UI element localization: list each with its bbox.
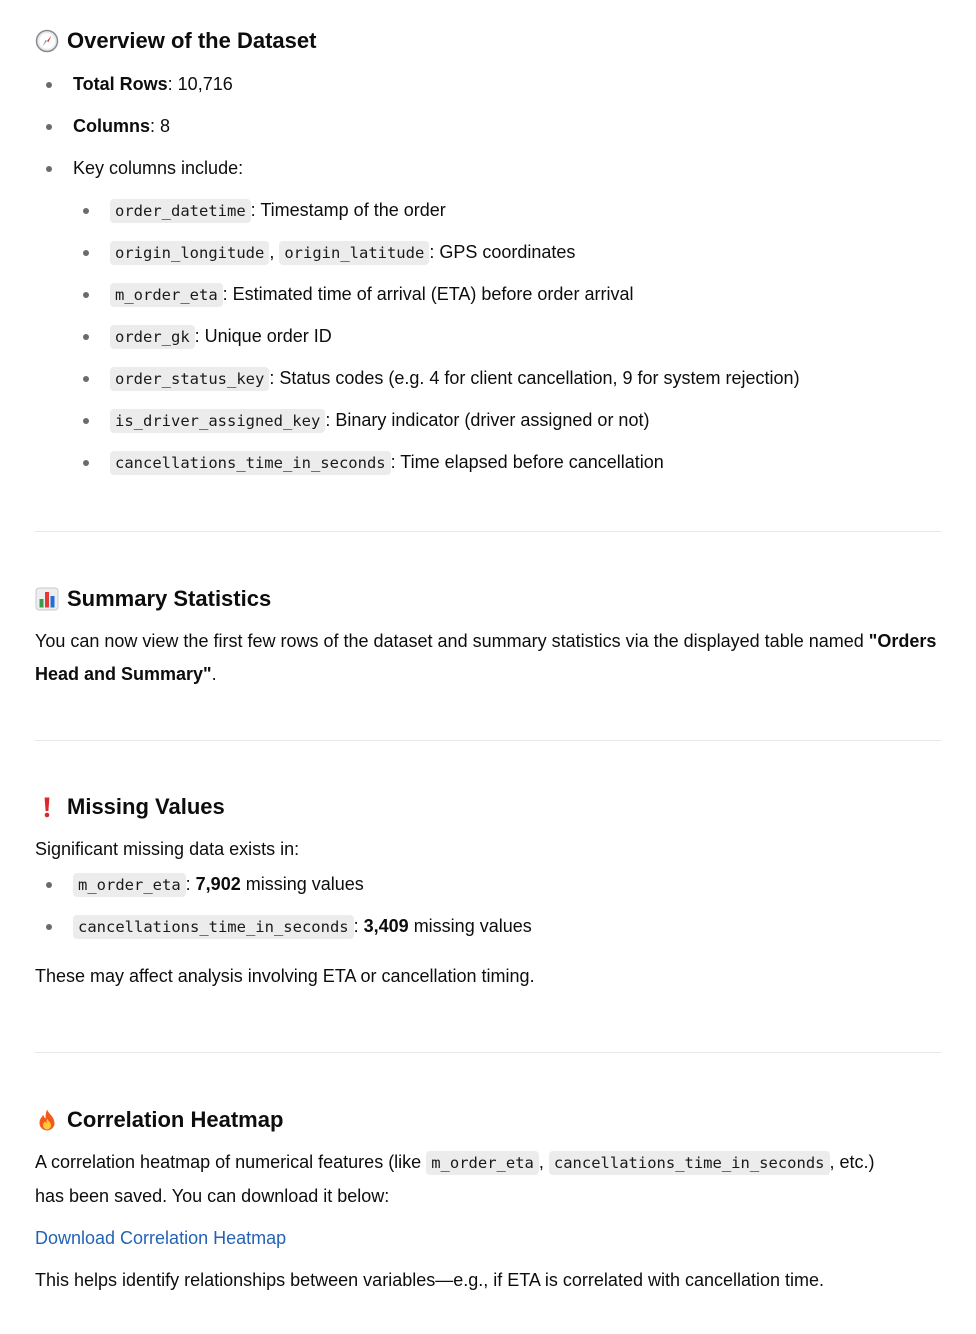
missing-count: 3,409 [363,916,409,936]
column-desc: : GPS coordinates [429,242,576,262]
separator: , [538,1152,549,1172]
summary-heading [35,584,941,614]
list-item [35,154,941,196]
missing-count: 7,902 [195,874,241,894]
key-column-item [35,406,941,448]
divider [35,531,941,532]
summary-end: . [211,664,217,684]
column-code: m_order_eta [110,283,223,307]
overview-title: Overview of the Dataset [67,28,317,53]
column-desc: : Status codes (e.g. 4 for client cancellation, 9 for system rejection) [269,368,800,388]
divider [35,740,941,741]
total-rows-label: Total Rows [73,74,168,94]
missing-suffix: missing values [240,874,364,894]
key-columns-intro: Key columns include: [73,158,244,178]
heatmap-text: A correlation heatmap of numerical features (like [35,1152,427,1172]
column-code: order_gk [110,325,195,349]
column-desc: : Timestamp of the order [250,200,446,220]
compass-icon [35,29,59,53]
key-column-item [35,322,941,364]
heatmap-text: , etc.) [829,1152,875,1172]
missing-section [35,792,941,993]
summary-title: Summary Statistics [67,586,272,611]
exclamation-icon [35,795,59,819]
separator: , [269,242,280,262]
missing-intro: Significant missing data exists in: [35,839,300,859]
list-item [35,70,941,112]
columns-label: Columns [73,116,151,136]
column-code: order_status_key [110,367,269,391]
key-column-item [35,280,941,322]
separator: : [185,874,196,894]
column-desc: : Estimated time of arrival (ETA) before order arrival [222,284,634,304]
list-item [35,870,941,912]
columns-value: : 8 [150,116,171,136]
missing-list [35,870,941,954]
heatmap-paragraph [35,1146,941,1213]
column-code: origin_latitude [279,241,429,265]
key-column-item [35,448,941,490]
download-row [35,1222,941,1255]
separator: : [353,916,364,936]
column-code: cancellations_time_in_seconds [110,451,391,475]
overview-section [35,26,941,490]
key-column-item [35,364,941,406]
download-heatmap-link[interactable]: Download Correlation Heatmap [35,1228,287,1248]
divider [35,1052,941,1053]
column-desc: : Binary indicator (driver assigned or not) [325,410,650,430]
heatmap-title: Correlation Heatmap [67,1107,284,1132]
column-code: m_order_eta [73,873,186,897]
missing-suffix: missing values [408,916,532,936]
column-desc: : Unique order ID [194,326,332,346]
heatmap-heading [35,1105,941,1135]
summary-section [35,584,941,691]
list-item [35,912,941,954]
summary-text: You can now view the first few rows of the dataset and summary statistics via the displayed table named [35,631,864,651]
column-code: origin_longitude [110,241,269,265]
column-code: cancellations_time_in_seconds [73,915,354,939]
table-name: "Orders Head and Summary" [35,631,937,684]
column-code: order_datetime [110,199,251,223]
list-item [35,112,941,154]
heatmap-section [35,1105,941,1297]
key-columns-list [35,196,941,490]
overview-list [35,70,941,196]
bar-chart-icon [35,587,59,611]
summary-paragraph [35,625,941,691]
column-code: m_order_eta [426,1151,539,1175]
heatmap-text: has been saved. You can download it below: [35,1186,390,1206]
column-desc: : Time elapsed before cancellation [390,452,664,472]
missing-note: These may affect analysis involving ETA or cancellation timing. [35,966,535,986]
column-code: cancellations_time_in_seconds [549,1151,830,1175]
total-rows-value: : 10,716 [167,74,233,94]
key-column-item [35,196,941,238]
missing-heading [35,792,941,822]
heatmap-note: This helps identify relationships between variables—e.g., if ETA is correlated with cancellation time. [35,1270,825,1290]
overview-heading [35,26,941,56]
key-column-item [35,238,941,280]
missing-title: Missing Values [67,794,225,819]
column-code: is_driver_assigned_key [110,409,325,433]
fire-icon [35,1108,59,1132]
